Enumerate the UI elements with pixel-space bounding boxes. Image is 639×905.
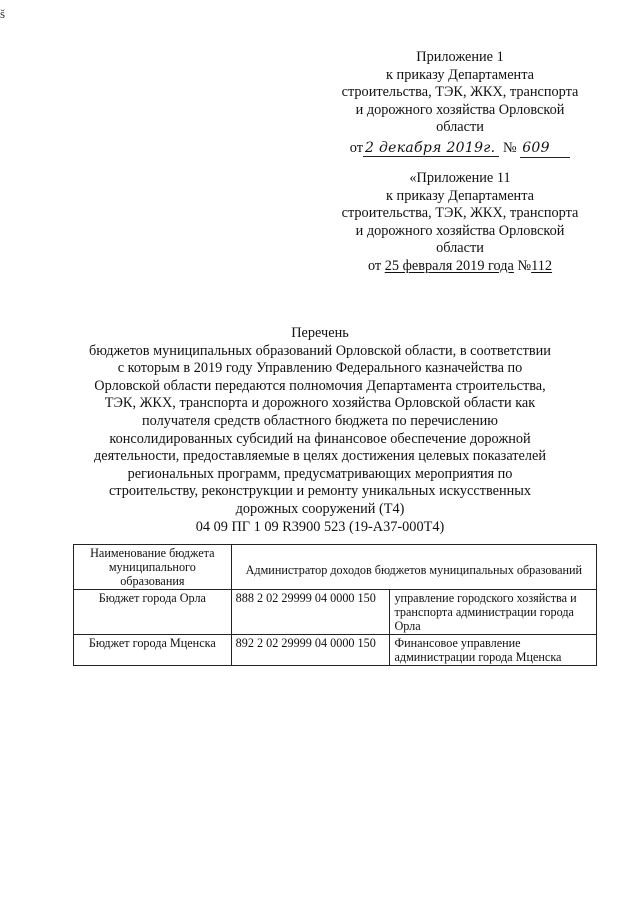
appendix-11-number: 112 <box>531 257 553 274</box>
title-line: строительству, реконструкции и ремонту уникальных искусственных <box>108 483 532 500</box>
admin-cell: управление городского хозяйства и транспорта администрации города Орла <box>390 590 597 635</box>
appendix-11-header <box>340 170 580 275</box>
table-row <box>74 590 597 635</box>
appendix-11-date-line <box>340 258 580 276</box>
header-budget-name: Наименование бюджета муниципального образования <box>74 545 232 590</box>
title-line: деятельности, предоставляемые в целях достижения целевых показателей <box>93 448 547 465</box>
appendix-1-header <box>340 49 580 158</box>
appendix-1-line: области <box>436 119 484 135</box>
appendix-1-line: к приказу Департамента <box>386 66 534 83</box>
handwritten-date: 2 декабря 2019г. <box>363 140 499 157</box>
appendix-1-number-prefix: № <box>502 139 517 156</box>
appendix-1-line: Приложение 1 <box>416 49 504 65</box>
title-line: дорожных сооружений (Т4) <box>235 500 405 517</box>
title-line: ТЭК, ЖКХ, транспорта и дорожного хозяйства Орловской области как <box>104 395 536 412</box>
document-title <box>60 325 580 536</box>
code-cell: 888 2 02 29999 04 0000 150 <box>231 590 390 635</box>
title-line: получателя средств областного бюджета по перечислению <box>142 412 498 429</box>
appendix-11-line: строительства, ТЭК, ЖКХ, транспорта <box>341 205 579 221</box>
title-line: бюджетов муниципальных образований Орловской области, в соответствии <box>89 342 551 359</box>
corner-mark: š <box>0 6 6 21</box>
appendix-1-line: и дорожного хозяйства Орловской <box>355 101 565 118</box>
budget-cell: Бюджет города Орла <box>74 590 232 635</box>
title-line: с которым в 2019 году Управлению Федерального казначейства по <box>117 360 523 377</box>
table-row <box>74 635 597 666</box>
title-line: Орловской области передаются полномочия Департамента строительства, <box>94 377 546 394</box>
appendix-1-line: строительства, ТЭК, ЖКХ, транспорта <box>341 84 579 100</box>
budgets-table <box>73 544 597 666</box>
title-line: консолидированных субсидий на финансовое обеспечение дорожной <box>109 430 531 447</box>
appendix-11-line: области <box>436 240 484 256</box>
budget-classification-code: 04 09 ПГ 1 09 R3900 523 (19-А37-000Т4) <box>195 518 445 535</box>
budget-cell: Бюджет города Мценска <box>74 635 232 666</box>
title-line: Перечень <box>291 325 349 341</box>
code-cell: 892 2 02 29999 04 0000 150 <box>231 635 390 666</box>
appendix-11-line: к приказу Департамента <box>386 187 534 204</box>
header-administrator: Администратор доходов бюджетов муниципальных образований <box>231 545 596 590</box>
appendix-11-date: 25 февраля 2019 года <box>384 257 514 274</box>
appendix-11-line: и дорожного хозяйства Орловской <box>355 222 565 239</box>
appendix-11-line: «Приложение 11 <box>409 170 511 186</box>
title-line: региональных программ, предусматривающих мероприятия по <box>127 465 513 482</box>
appendix-1-from-prefix: от <box>349 139 363 156</box>
appendix-11-from-prefix: от <box>367 257 382 274</box>
appendix-11-number-prefix: № <box>517 257 532 274</box>
admin-cell: Финансовое управление администрации города Мценска <box>390 635 597 666</box>
appendix-1-date-line <box>340 140 580 159</box>
table-header-row <box>74 545 597 590</box>
handwritten-order-number: 609 <box>520 140 570 159</box>
